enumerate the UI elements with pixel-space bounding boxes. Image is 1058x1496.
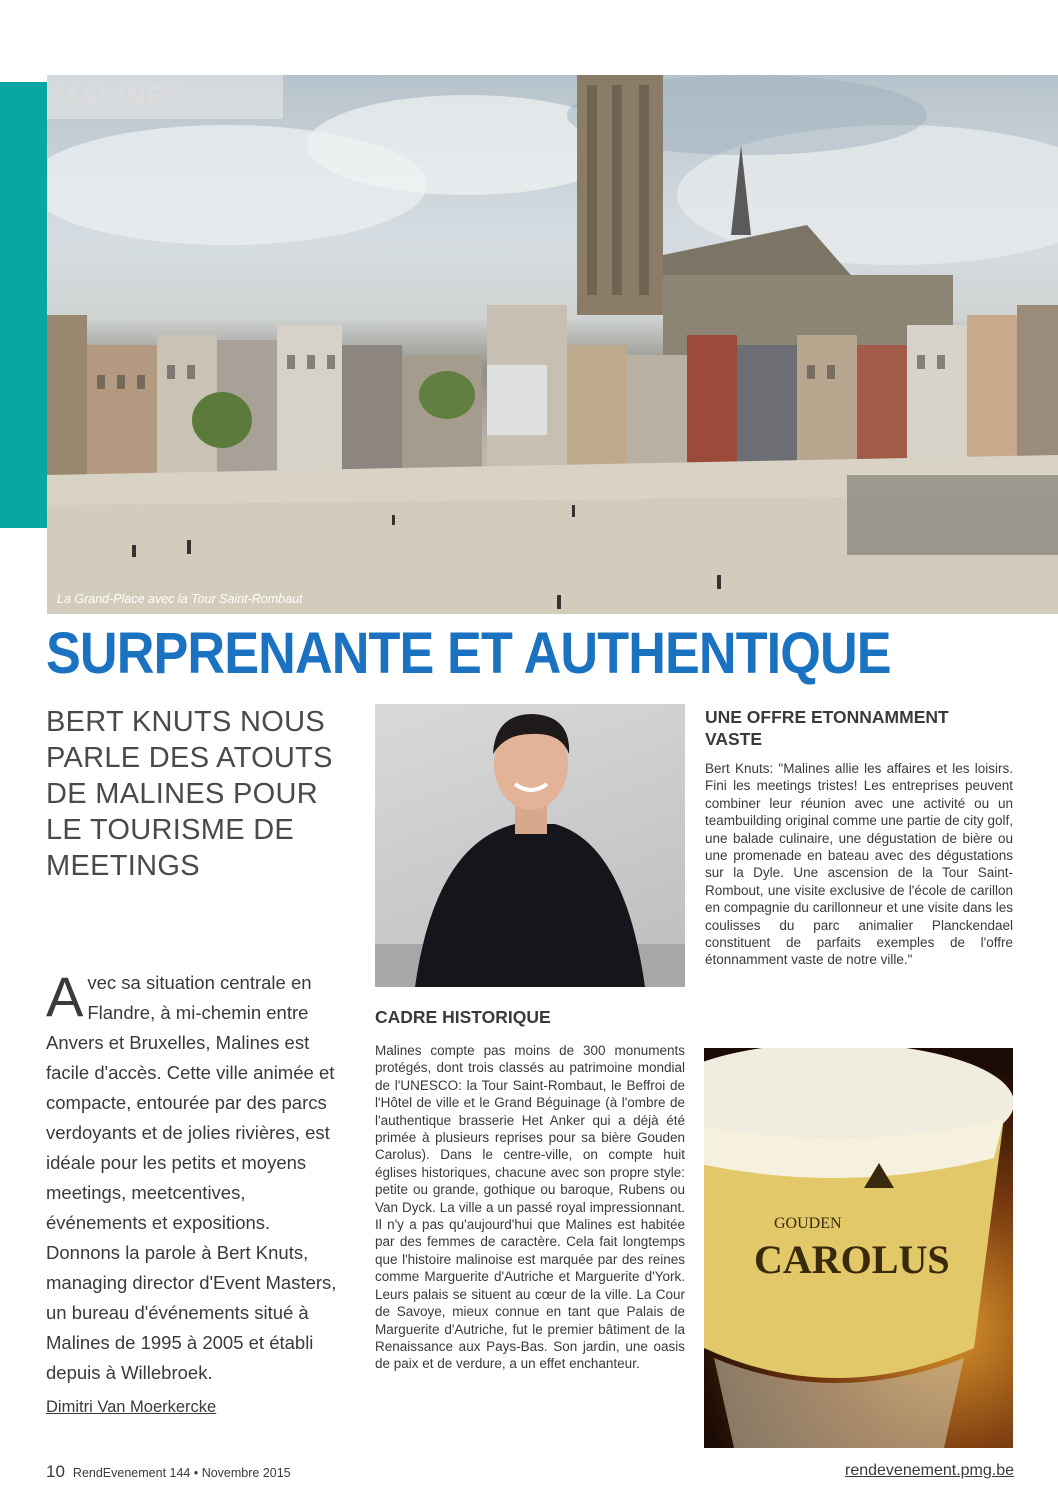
glass-text-gouden: GOUDEN: [774, 1215, 842, 1232]
hero-photo: [47, 75, 1058, 614]
glass-text-carolus: CAROLUS: [754, 1237, 950, 1282]
page-number: 10: [46, 1462, 65, 1481]
section-label: MALINES: [55, 81, 185, 112]
section-heading-cadre: CADRE HISTORIQUE: [375, 1007, 551, 1027]
portrait-illustration: [375, 704, 685, 987]
grand-place-illustration: [47, 75, 1058, 614]
issue-info: RendEvenement 144 • Novembre 2015: [72, 1466, 291, 1480]
section-text-cadre: Malines compte pas moins de 300 monuments protégés, dont trois classés au patrimoine mondial de l'UNESCO: la Tour Saint-Rombaut, le Beffroi de l'Hôtel de ville et le Grand Béguinage (à l'ombre de l'authentique brasserie Het Anker qui a déjà été primée à plusieurs reprises pour sa bière Gouden Carolus). Dans le centre-ville, on compte huit églises historiques, chacune avec son propre style: petite ou grande, gothique ou baroque, Rubens ou Van Dyck. La ville a un passé royal impressionnant. Il n'y a pas qu'aujourd'hui que Malines est habitée par des femmes de caractère. Cela fait longtemps que l'histoire malinoise est marquée par des reines comme Marguerite d'Autriche et Marguerite d'York. Leurs palais se situent au cœur de la ville. La Cour de Savoye, mieux connue en tant que Palais de Marguerite d'Autriche, fut le premier bâtiment de la Renaissance aux Pays-Bas. Son jardin, une oasis de paix et de verdure, a un effet enchanteur.: [375, 1043, 685, 1372]
author-link[interactable]: Dimitri Van Moerkercke: [46, 1398, 217, 1416]
website-link[interactable]: rendevenement.pmg.be: [845, 1462, 1014, 1479]
section-label-box: [47, 75, 283, 119]
teal-accent-bar: [0, 82, 47, 528]
section-text-offre: Bert Knuts: "Malines allie les affaires et les loisirs. Fini les meetings tristes! Les entreprises peuvent combiner leur réunion avec une activité ou un teambuilding original comme une partie de city golf, une balade culinaire, une dégustation de bière ou une promenade en bateau avec des dégustations sur la Dyle. Une ascension de la Tour Saint-Rombout, une visite exclusive de l'école de carillon en compagnie du carillonneur et une visite dans les coulisses du parc animalier Planckendael constituent de parfaits exemples de l'offre étonnamment vaste de notre ville.": [705, 761, 1013, 968]
intro-paragraph: [46, 965, 348, 1388]
beer-glass-illustration: [704, 1048, 1013, 1448]
dropcap: A: [46, 965, 84, 1028]
headline: SURPRENANTE ET AUTHENTIQUE: [46, 621, 891, 686]
footer-left: [46, 1462, 291, 1482]
hero-caption: La Grand-Place avec la Tour Saint-Rombaut: [57, 592, 303, 606]
section-heading-offre: UNE OFFRE ETONNAMMENT VASTE: [705, 707, 949, 749]
intro-text: vec sa situation centrale en Flandre, à mi-chemin entre Anvers et Bruxelles, Malines est facile d'accès. Cette ville animée et compacte, entourée par des parcs verdoyants et de jolies rivières, est idéale pour les petits et moyens meetings, meetcentives, événements et expositions. Donnons la parole à Bert Knuts, managing director d'Event Masters, un bureau d'événements situé à Malines de 1995 à 2005 et établi depuis à Willebroek.: [46, 972, 337, 1383]
portrait-photo: [375, 704, 685, 987]
beer-photo: [704, 1048, 1013, 1448]
subheadline: BERT KNUTS NOUS PARLE DES ATOUTS DE MALINES POUR LE TOURISME DE MEETINGS: [46, 706, 333, 882]
